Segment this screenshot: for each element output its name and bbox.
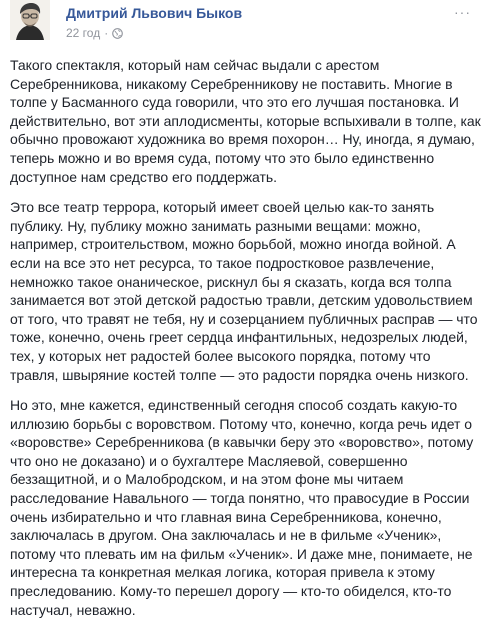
avatar-portrait-icon [10, 0, 50, 40]
post-paragraph-3: Но это, мне кажется, единственный сегодня способ создать какую-то иллюзию борьбы с воровством. Потому что, конечно, когда речь идет о «воровстве» Серебренникова (в кавычки беру это «воровство», потому что оно не доказано) и о бухгалтере Масляевой, совершенно беззащитной, и о Малобродском, и на этом фоне мы читаем расследование Навального — тогда понятно, что правосудие в России очень избирательно и что главная вина Серебренникова, конечно, заключалась в другом. Она заключалась и не в фильме «Ученик», потому что плевать им на фильм «Ученик». И даже мне, понимаете, не интересна та конкретная мелкая логика, которая привела к этому преследованию. Кому-то перешел дорогу — кто-то обиделся, кто-то настучал, неважно. [10, 397, 474, 618]
post-meta [66, 26, 123, 40]
post-paragraph-1: Такого спектакля, который нам сейчас выдали с арестом Серебренникова, никакому Серебренникову не поставить. Многие в толпе у Басманного суда говорили, что это его лучшая постановка. И действительно, вот эти аплодисменты, которые вспыхивали в толпе, как обычно провожают художника во время похорон… Ну, иногда, я думаю, теперь можно и во время суда, потому что это было единственно доступное нам средство его поддержать. [10, 57, 481, 185]
post-timestamp[interactable]: 22 год [66, 26, 101, 40]
post-header [10, 0, 481, 46]
meta-separator: · [104, 26, 109, 40]
post-paragraph-2: Это все театр террора, который имеет своей целью как-то занять публику. Ну, публику можно занимать разными вещами: можно, например, строительством, можно борьбой, можно иногда войной. А если на все это нет ресурса, то такое подростковое развлечение, немножко такое онаническое, рискнул бы я сказать, когда вся толпа занимается вот этой детской радостью травли, детским удовольствием от того, что травят не тебя, ну и созерцанием публичных расправ — что тоже, конечно, очень греет сердца инфантильных, недозрелых людей, тех, у которых нет радостей более высокого порядка, потому что травля, швыряние костей толпе — это радости порядка очень низкого. [10, 199, 478, 383]
author-name-link[interactable]: Дмитрий Львович Быков [66, 5, 243, 21]
globe-icon[interactable] [112, 28, 123, 39]
post-body [10, 46, 481, 619]
more-options-icon[interactable]: ··· [454, 4, 471, 20]
author-avatar[interactable] [10, 0, 50, 40]
